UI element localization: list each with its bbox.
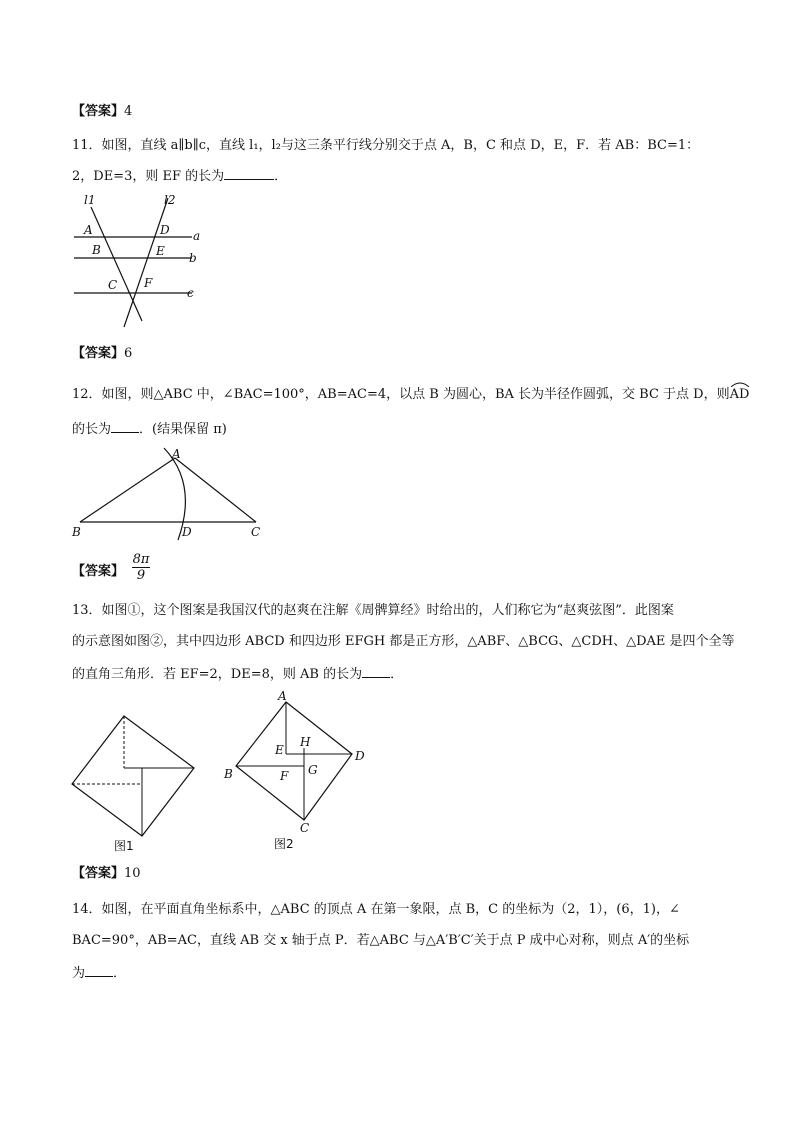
answer-label: 【答案】 <box>72 866 125 881</box>
question-13-text: 的直角三角形．若 EF=2，DE=8，则 AB 的长为 <box>72 667 363 682</box>
label-D: D <box>160 223 170 237</box>
period: ． <box>390 667 404 682</box>
period: ． <box>274 169 288 184</box>
arc-notation <box>730 387 750 403</box>
question-12-line-1 <box>72 387 749 403</box>
label-E: E <box>275 743 284 757</box>
answer-blank <box>111 420 139 433</box>
answer-q12 <box>72 564 124 580</box>
outer-square <box>72 716 194 836</box>
period: ． <box>113 966 127 981</box>
label-C: C <box>300 821 310 835</box>
label-l1: l1 <box>84 193 96 207</box>
label-G: G <box>308 763 318 777</box>
question-13-line-3 <box>72 665 403 683</box>
label-B: B <box>72 525 81 539</box>
label-C: C <box>108 278 118 292</box>
answer-label: 【答案】 <box>72 346 125 361</box>
line-l1 <box>91 207 142 321</box>
label-E: E <box>156 244 165 258</box>
answer-value: 6 <box>124 346 133 361</box>
arc-label: AD <box>729 387 750 402</box>
arc-mark <box>730 381 750 387</box>
label-F: F <box>280 769 289 783</box>
label-A: A <box>172 447 181 461</box>
answer-q11 <box>72 346 132 362</box>
segment-AC <box>175 458 256 522</box>
square-ABCD <box>236 702 352 820</box>
figure-1-caption: 图1 <box>114 839 134 853</box>
answer-value: 4 <box>124 104 133 119</box>
figure-zhao-shuang-2 <box>218 688 378 854</box>
answer-q13 <box>72 866 141 882</box>
label-C: C <box>251 525 261 539</box>
label-B: B <box>92 243 101 257</box>
question-14-line-3 <box>72 964 126 982</box>
question-14-text: 为 <box>72 966 86 981</box>
question-11-line-1: 11．如图，直线 a∥b∥c，直线 l₁，l₂与这三条平行线分别交于点 A，B，C 和点 D，E，F．若 AB：BC=1： <box>72 138 700 153</box>
answer-value: 10 <box>124 866 141 881</box>
figure-triangle-arc <box>66 444 276 544</box>
segment-BA <box>80 458 175 522</box>
label-b: b <box>189 251 197 265</box>
label-A: A <box>84 223 93 237</box>
question-14-line-1: 14．如图，在平面直角坐标系中，△ABC 的顶点 A 在第一象限，点 B，C 的坐标为（2，1），(6，1)，∠ <box>72 902 680 917</box>
fraction-denominator: 9 <box>136 568 146 583</box>
answer-blank <box>362 665 390 678</box>
label-c: c <box>187 286 194 300</box>
answer-label: 【答案】 <box>72 564 125 579</box>
label-A: A <box>278 689 287 703</box>
figure-zhao-shuang-1 <box>66 708 206 854</box>
label-D: D <box>182 525 192 539</box>
answer-blank <box>85 964 113 977</box>
answer-blank <box>224 167 274 180</box>
label-F: F <box>144 276 153 290</box>
question-11-line-2 <box>72 167 287 185</box>
label-a: a <box>193 229 201 243</box>
label-H: H <box>300 735 311 749</box>
label-B: B <box>224 767 233 781</box>
label-l2: l2 <box>164 193 176 207</box>
question-12-note: ．(结果保留 π) <box>139 422 227 437</box>
figure-parallel-lines <box>64 190 214 335</box>
question-11-text: 2，DE=3，则 EF 的长为 <box>72 169 225 184</box>
answer-q10 <box>72 104 132 120</box>
question-12-text-2: 的长为 <box>72 422 112 437</box>
question-12-text: 12．如图，则△ABC 中，∠BAC=100°，AB=AC=4，以点 B 为圆心，BA 长为半径作圆弧，交 BC 于点 D，则 <box>72 387 730 402</box>
question-13-line-1: 13．如图①，这个图案是我国汉代的赵爽在注解《周髀算经》时给出的，人们称它为“赵爽弦图”．此图案 <box>72 603 674 618</box>
question-12-line-2 <box>72 420 227 438</box>
line-l2 <box>124 198 168 327</box>
answer-fraction <box>132 552 150 583</box>
answer-label: 【答案】 <box>72 104 125 119</box>
question-13-line-2: 的示意图如图②，其中四边形 ABCD 和四边形 EFGH 都是正方形，△ABF、△BCG、△CDH、△DAE 是四个全等 <box>72 634 735 649</box>
fraction-numerator: 8π <box>132 552 150 567</box>
question-14-line-2: BAC=90°，AB=AC，直线 AB 交 x 轴于点 P．若△ABC 与△A′B′C′关于点 P 成中心对称，则点 A′的坐标 <box>72 933 690 948</box>
label-D: D <box>355 749 365 763</box>
figure-2-caption: 图2 <box>274 837 294 851</box>
